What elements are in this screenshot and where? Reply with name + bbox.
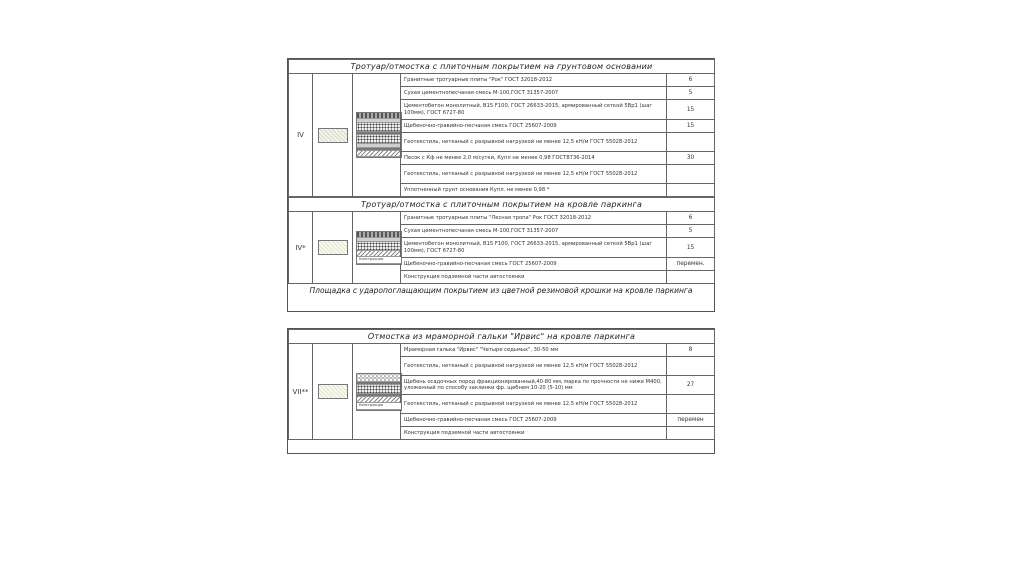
- layer-thickness: перемен.: [667, 258, 715, 271]
- section-code: IV*: [289, 212, 313, 284]
- layer-desc: Щебеночно-гравийно-песчаная смесь ГОСТ 25607-2009: [401, 120, 667, 133]
- layer-desc: Геотекстиль, нетканый с разрывной нагрузкой не менее 12,5 кН/м ГОСТ 55028-2012: [401, 357, 667, 376]
- layer-thickness: [667, 427, 715, 440]
- table-title: Тротуар/отмостка с плиточным покрытием на грунтовом основании: [289, 60, 715, 74]
- table-title: Тротуар/отмостка с плиточным покрытием на кровле паркинга: [289, 198, 715, 212]
- layer-desc: Гранитные тротуарные плиты "Рок" ГОСТ 32018-2012: [401, 74, 667, 87]
- layer-thickness: 5: [667, 225, 715, 238]
- hatch-swatch: [318, 240, 348, 255]
- layer-thickness: 8: [667, 344, 715, 357]
- layer-section-cell: [353, 74, 401, 197]
- layer-desc: Мраморная галька "Ирвис" "Четыре седьмых", 30-50 мм: [401, 344, 667, 357]
- hatch-swatch: [318, 128, 348, 143]
- table-parking-roof: [288, 197, 715, 284]
- layer-thickness: 6: [667, 74, 715, 87]
- layer-desc: Щебень осадочных пород фракционированный,40-80 мм, марка по прочности не ниже М400, уложенный по способу заклинки фр. щебнем 10-20 (5-10) мм: [401, 376, 667, 395]
- hatch-swatch-cell: [313, 212, 353, 284]
- layer-thickness: [667, 395, 715, 414]
- layer-desc: Конструкция подземной части автостоянки: [401, 271, 667, 284]
- hatch-swatch-cell: [313, 74, 353, 197]
- layer-desc: Щебеночно-гравийно-песчаная смесь ГОСТ 25607-2009: [401, 414, 667, 427]
- hatch-swatch-cell: [313, 344, 353, 440]
- layer-desc: Геотекстиль, нетканый с разрывной нагрузкой не менее 12,5 кН/м ГОСТ 55028-2012: [401, 165, 667, 184]
- layer-desc: Сухая цементнопесчаная смесь М-100,ГОСТ 31357-2007: [401, 225, 667, 238]
- layer-thickness: 5: [667, 87, 715, 100]
- section-code: VII**: [289, 344, 313, 440]
- layer-section-cell: [353, 344, 401, 440]
- bottom-drawing-sheet: [287, 328, 715, 454]
- layer-desc: Цементобетон монолитный, B15 F100, ГОСТ 26633-2015, армированный сеткой 5Вр1 (шаг 100мм), ГОСТ 6727-80: [401, 100, 667, 120]
- layer-desc: Песок с Кф не менее 2,0 м/сутки, Купл не менее 0,98 ГОСТ8736-2014: [401, 152, 667, 165]
- hatch-swatch: [318, 384, 348, 399]
- layer-desc: Геотекстиль, нетканый с разрывной нагрузкой не менее 12,5 кН/м ГОСТ 55028-2012: [401, 133, 667, 152]
- slab-label: Конструкция: [359, 256, 384, 261]
- layer-desc: Геотекстиль, нетканый с разрывной нагрузкой не менее 12,5 кН/м ГОСТ 55028-2012: [401, 395, 667, 414]
- layer-desc: Щебеночно-гравийно-песчаная смесь ГОСТ 25607-2009: [401, 258, 667, 271]
- layer-desc: Конструкция подземной части автостоянки: [401, 427, 667, 440]
- layer-thickness: 6: [667, 212, 715, 225]
- layer-thickness: 15: [667, 238, 715, 258]
- layer-desc: Цементобетон монолитный, B15 F100, ГОСТ 26633-2015, армированный сеткой 5Вр1 (шаг 100мм), ГОСТ 6727-80: [401, 238, 667, 258]
- layer-desc: Гранитные тротуарные плиты "Лесная тропа" Рок ГОСТ 32018-2012: [401, 212, 667, 225]
- layer-thickness: 15: [667, 100, 715, 120]
- layer-desc: Сухая цементнопесчаная смесь М-100,ГОСТ 31357-2007: [401, 87, 667, 100]
- layer-section-drawing: [356, 112, 402, 158]
- table-ground-base: [288, 59, 715, 197]
- slab-label: Конструкция: [359, 402, 384, 407]
- layer-desc: Уплотненный грунт основания Купл. не менее 0,98 *: [401, 184, 667, 197]
- table-title: Отмостка из мраморной гальки "Ирвис" на кровле паркинга: [289, 330, 715, 344]
- top-drawing-sheet: [287, 58, 715, 312]
- layer-section-drawing: [356, 231, 402, 265]
- layer-thickness: перемен: [667, 414, 715, 427]
- layer-thickness: [667, 271, 715, 284]
- layer-section-drawing: [356, 373, 402, 411]
- layer-thickness: 27: [667, 376, 715, 395]
- layer-thickness: [667, 357, 715, 376]
- layer-thickness: [667, 165, 715, 184]
- table-marble-pebble: [288, 329, 715, 440]
- section-code: IV: [289, 74, 313, 197]
- layer-thickness: [667, 184, 715, 197]
- layer-thickness: 30: [667, 152, 715, 165]
- layer-section-cell: [353, 212, 401, 284]
- layer-thickness: [667, 133, 715, 152]
- layer-thickness: 15: [667, 120, 715, 133]
- next-table-title: Площадка с ударопоглащающим покрытием из цветной резиновой крошки на кровле паркинга: [309, 286, 693, 295]
